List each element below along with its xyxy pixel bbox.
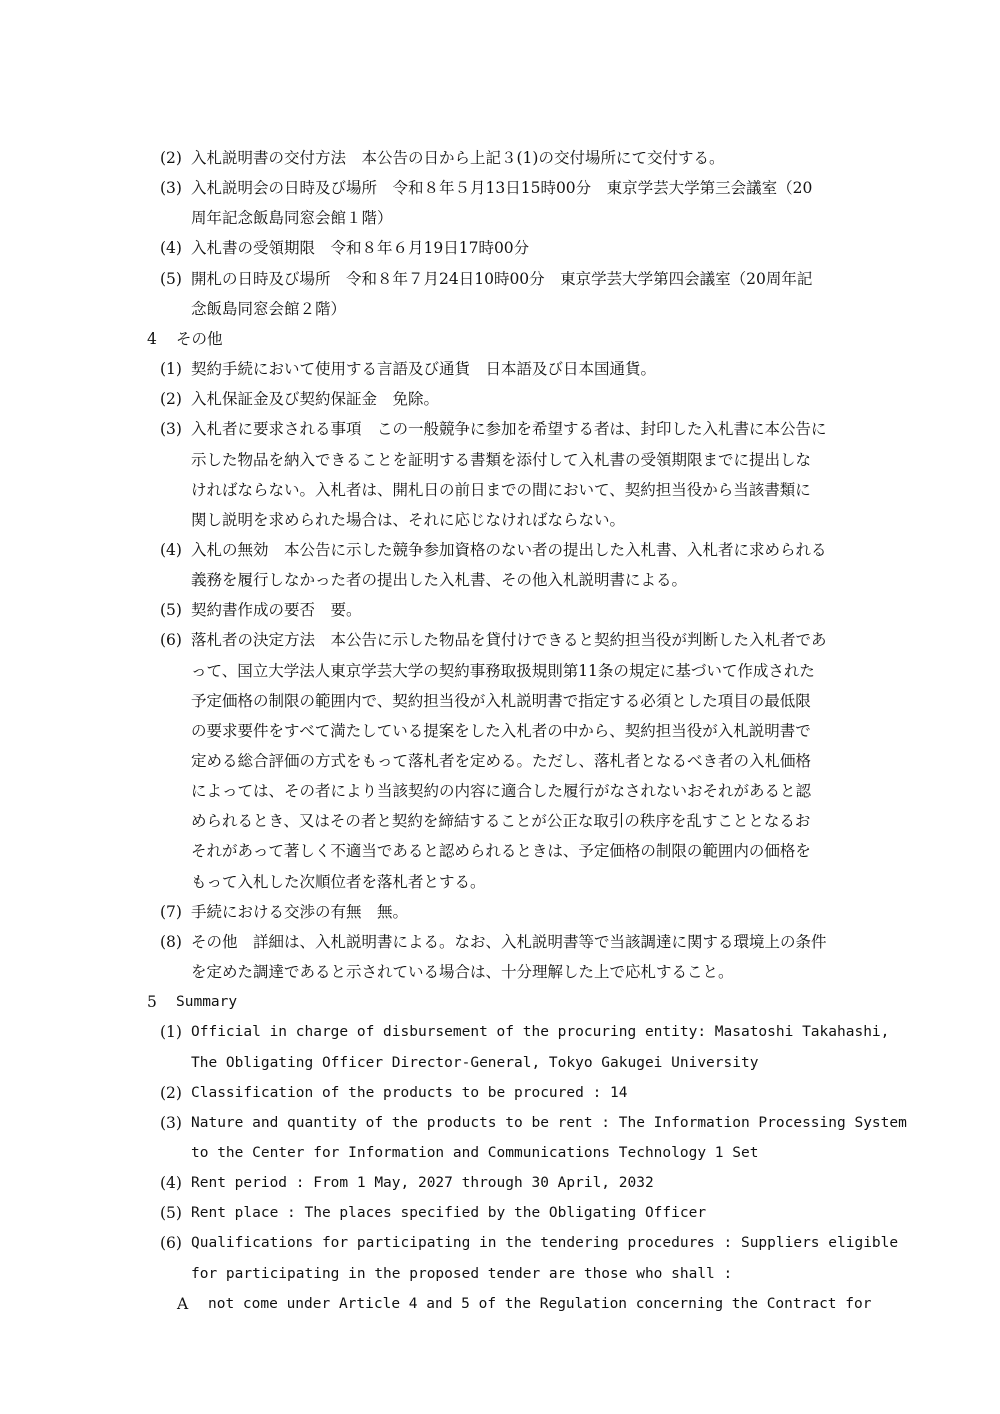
- item-number: (4): [160, 541, 182, 559]
- item-text: 周年記念飯島同窓会館１階）: [191, 209, 393, 227]
- item-number: (3): [160, 1114, 182, 1132]
- item-number: A: [177, 1295, 189, 1313]
- item-text: Qualifications for participating in the tendering procedures : Suppliers eligible: [191, 1235, 899, 1251]
- item-number: (2): [160, 1084, 182, 1102]
- item-text: 示した物品を納入できることを証明する書類を添付して入札書の受領期限までに提出しな: [191, 451, 812, 469]
- item-text: められるとき、又はその者と契約を締結することが公正な取引の秩序を乱すこととなるお: [191, 812, 811, 830]
- item-text: 入札の無効 本公告に示した競争参加資格のない者の提出した入札書、入札者に求められる: [191, 541, 827, 559]
- item-text: って、国立大学法人東京学芸大学の契約事務取扱規則第11条の規定に基づいて作成された: [191, 662, 815, 680]
- item-text: Rent period : From 1 May, 2027 through 30 April, 2032: [191, 1175, 654, 1191]
- item-text: 契約手続において使用する言語及び通貨 日本語及び日本国通貨。: [191, 360, 657, 378]
- item-number: 5: [147, 993, 157, 1011]
- item-text: not come under Article 4 and 5 of the Regulation concerning the Contract for: [208, 1296, 872, 1312]
- item-text: Summary: [176, 994, 238, 1010]
- item-text: 関し説明を求められた場合は、それに応じなければならない。: [191, 511, 626, 529]
- item-text: Official in charge of disbursement of the procuring entity: Masatoshi Takahashi,: [191, 1024, 890, 1040]
- item-text: によっては、その者により当該契約の内容に適合した履行がなされないおそれがあると認: [191, 782, 812, 800]
- item-text: 義務を履行しなかった者の提出した入札書、その他入札説明書による。: [191, 571, 688, 589]
- item-number: (5): [160, 1204, 182, 1222]
- item-text: 入札者に要求される事項 この一般競争に参加を希望する者は、封印した入札書に本公告に: [191, 420, 827, 438]
- item-text: もって入札した次順位者を落札者とする。: [191, 873, 486, 891]
- item-text: for participating in the proposed tender are those who shall :: [191, 1266, 733, 1282]
- item-number: (6): [160, 631, 182, 649]
- item-number: (4): [160, 1174, 182, 1192]
- item-text: 予定価格の制限の範囲内で、契約担当役が入札説明書で指定する必須とした項目の最低限: [191, 692, 811, 710]
- item-number: (8): [160, 933, 182, 951]
- item-text: 念飯島同窓会館２階）: [191, 300, 347, 318]
- item-text: 落札者の決定方法 本公告に示した物品を貸付けできると契約担当役が判断した入札者であ: [191, 631, 827, 649]
- item-text: 契約書作成の要否 要。: [191, 601, 362, 619]
- item-text: 手続における交渉の有無 無。: [191, 903, 409, 921]
- item-number: (5): [160, 270, 182, 288]
- item-number: (2): [160, 390, 182, 408]
- item-number: (1): [160, 360, 182, 378]
- item-text: その他: [176, 330, 223, 348]
- item-text: Nature and quantity of the products to be rent : The Information Processing System: [191, 1115, 907, 1131]
- item-number: (5): [160, 601, 182, 619]
- item-number: 4: [147, 330, 157, 348]
- item-text: の要求要件をすべて満たしている提案をした入札者の中から、契約担当役が入札説明書で: [191, 722, 811, 740]
- item-text: 入札説明書の交付方法 本公告の日から上記３(1)の交付場所にて交付する。: [191, 149, 725, 167]
- item-number: (4): [160, 239, 182, 257]
- item-text: 定める総合評価の方式をもって落札者を定める。ただし、落札者となるべき者の入札価格: [191, 752, 812, 770]
- item-text: 入札保証金及び契約保証金 免除。: [191, 390, 440, 408]
- item-number: (3): [160, 420, 182, 438]
- item-number: (1): [160, 1023, 182, 1041]
- item-text: 入札書の受領期限 令和８年６月19日17時00分: [191, 239, 530, 257]
- item-text: 開札の日時及び場所 令和８年７月24日10時00分 東京学芸大学第四会議室（20周年記: [191, 270, 813, 288]
- item-number: (7): [160, 903, 182, 921]
- item-text: Rent place : The places specified by the Obligating Officer: [191, 1205, 707, 1221]
- item-number: (2): [160, 149, 182, 167]
- item-text: 入札説明会の日時及び場所 令和８年５月13日15時00分 東京学芸大学第三会議室（20: [191, 179, 813, 197]
- item-text: to the Center for Information and Communications Technology 1 Set: [191, 1145, 759, 1161]
- item-text: The Obligating Officer Director-General, Tokyo Gakugei University: [191, 1055, 759, 1071]
- item-text: その他 詳細は、入札説明書による。なお、入札説明書等で当該調達に関する環境上の条件: [191, 933, 827, 951]
- item-text: を定めた調達であると示されている場合は、十分理解した上で応札すること。: [191, 963, 734, 981]
- item-text: Classification of the products to be procured : 14: [191, 1085, 628, 1101]
- item-number: (3): [160, 179, 182, 197]
- item-text: それがあって著しく不適当であると認められるときは、予定価格の制限の範囲内の価格を: [191, 842, 811, 860]
- item-number: (6): [160, 1234, 182, 1252]
- item-text: ければならない。入札者は、開札日の前日までの間において、契約担当役から当該書類に: [191, 481, 811, 499]
